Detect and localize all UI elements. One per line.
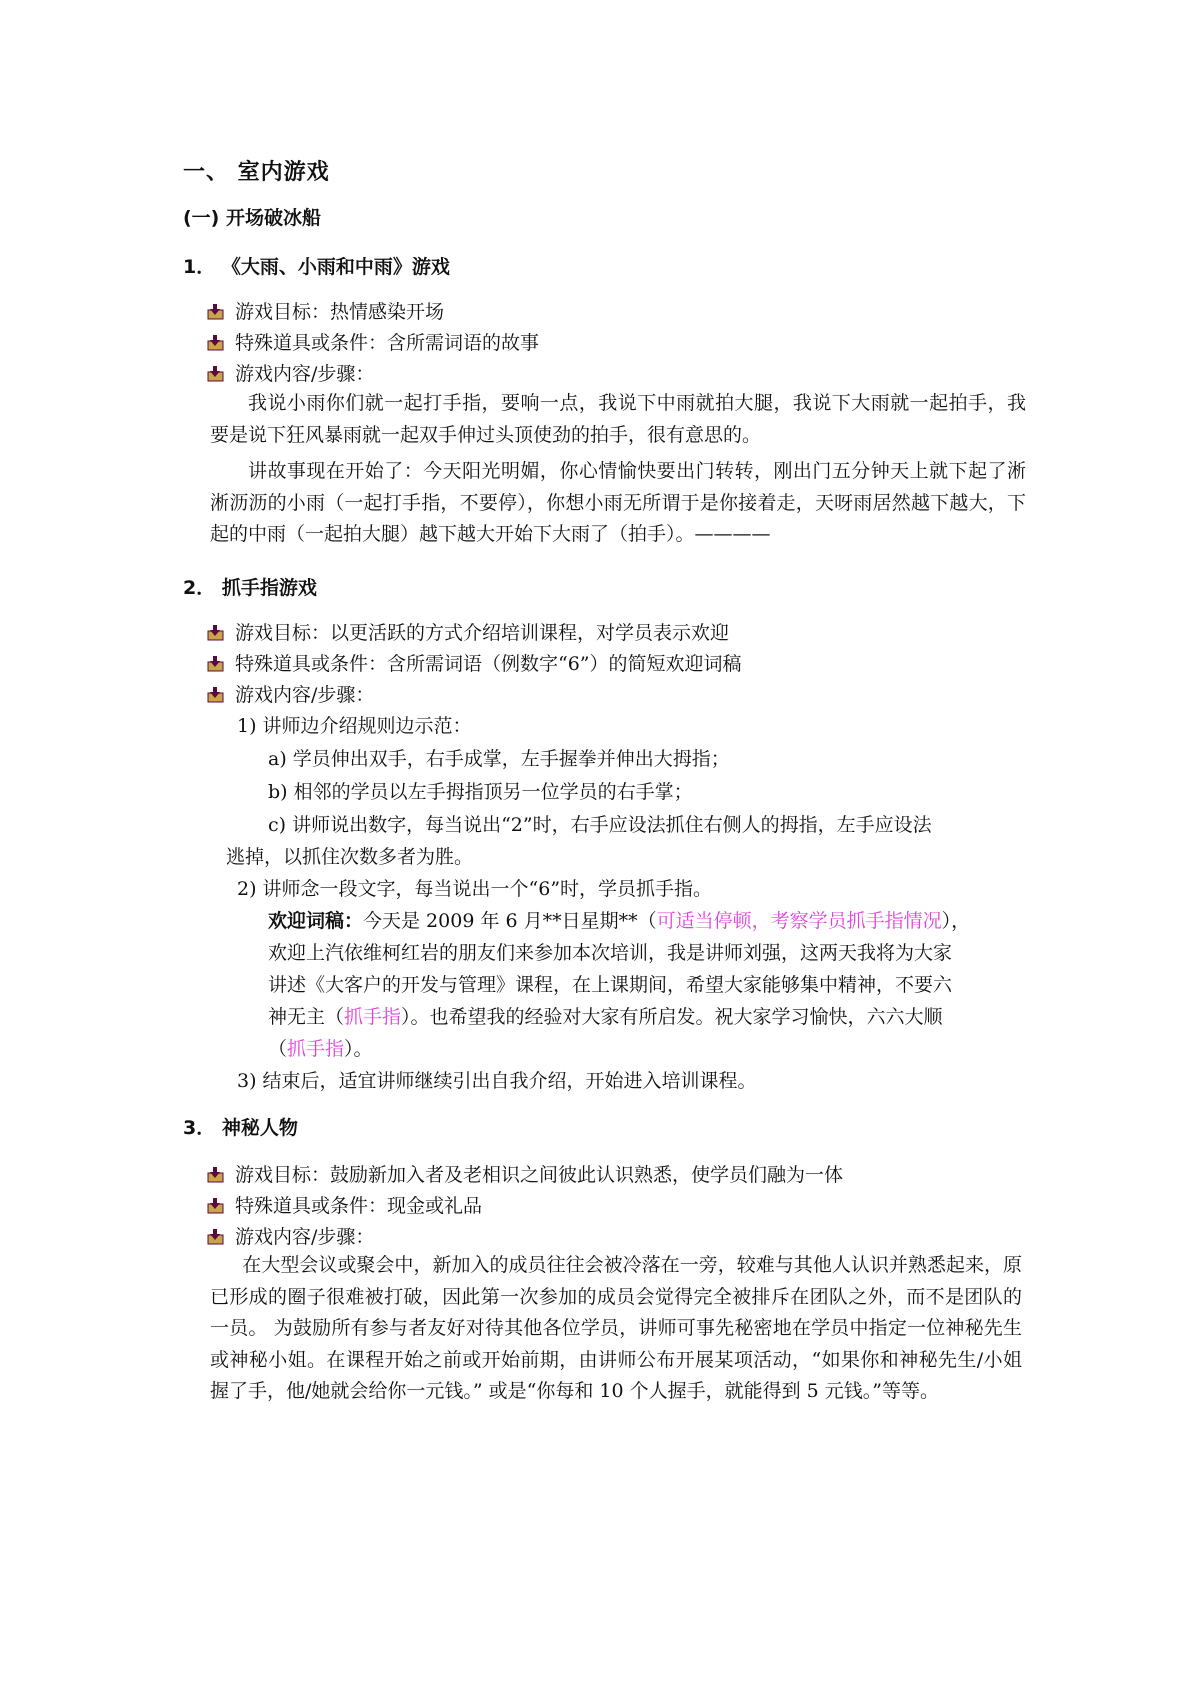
checkbox-arrow-bullet-icon: [207, 624, 225, 642]
game2-bullet-goal: 游戏目标：以更活跃的方式介绍培训课程，对学员表示欢迎: [207, 618, 729, 645]
checkbox-arrow-bullet-icon: [207, 303, 225, 321]
game3-paragraph: 在大型会议或聚会中，新加入的成员往往会被冷落在一旁，较难与其他人认识并熟悉起来，原已形成的圈子很难被打破，因此第一次参加的成员会觉得完全被排斥在团队之外，而不是团队的一员。 为鼓励所有参与者友好对待其他各位学员，讲师可事先秘密地在学员中指定一位神秘先生或神秘小姐。在课程开始之前或开始前期，由讲师公布开展某项活动，“如果你和神秘先生/小姐握了手，他/她就会给你一元钱。” 或是“你每和 10 个人握手，就能得到 5 元钱。”等等。: [210, 1254, 1022, 1402]
section-title: 一、 室内游戏: [183, 160, 330, 185]
game3-bullet-goal: 游戏目标：鼓励新加入者及老相识之间彼此认识熟悉，使学员们融为一体: [207, 1160, 843, 1187]
game2-step1a: a) 学员伸出双手，右手成掌，左手握拳并伸出大拇指；: [268, 748, 730, 770]
checkbox-arrow-bullet-icon: [207, 655, 225, 673]
game2-step1b: b) 相邻的学员以左手拇指顶另一位学员的右手掌；: [268, 781, 693, 803]
welcome-line-3: 讲述《大客户的开发与管理》课程，在上课期间，希望大家能够集中精神，不要六: [268, 974, 953, 996]
game3-bullet-props: 特殊道具或条件：现金或礼品: [207, 1191, 482, 1218]
welcome-cue: 抓手指: [344, 1006, 402, 1028]
game1-title: 1． 《大雨、小雨和中雨》游戏: [183, 256, 450, 278]
checkbox-arrow-bullet-icon: [207, 1166, 225, 1184]
checkbox-arrow-bullet-icon: [207, 1228, 225, 1246]
subsection-title: (一) 开场破冰船: [183, 207, 321, 229]
game1-bullet-props: 特殊道具或条件：含所需词语的故事: [207, 328, 539, 355]
welcome-cue: 可适当停顿，考察学员抓手指情况: [656, 910, 942, 932]
game1-bullet-steps: 游戏内容/步骤：: [207, 359, 374, 386]
checkbox-arrow-bullet-icon: [207, 365, 225, 383]
game2-bullet-props: 特殊道具或条件：含所需词语（例数字“6”）的简短欢迎词稿: [207, 649, 742, 676]
game3-bullet-steps: 游戏内容/步骤：: [207, 1222, 374, 1249]
game1-bullet-goal: 游戏目标：热情感染开场: [207, 297, 444, 324]
welcome-line-4: 神无主（抓手指）。也希望我的经验对大家有所启发。祝大家学习愉快，六六大顺: [268, 1006, 943, 1028]
checkbox-arrow-bullet-icon: [207, 686, 225, 704]
game2-step1: 1) 讲师边介绍规则边示范：: [237, 715, 472, 737]
welcome-line-5: （抓手指）。: [268, 1038, 373, 1060]
game2-step1c-line2: 逃掉，以抓住次数多者为胜。: [226, 846, 474, 868]
game2-step3: 3) 结束后，适宜讲师继续引出自我介绍，开始进入培训课程。: [237, 1070, 757, 1092]
welcome-cue: 抓手指: [287, 1038, 345, 1060]
game2-step2: 2) 讲师念一段文字，每当说出一个“6”时，学员抓手指。: [237, 878, 713, 900]
game3-title: 3． 神秘人物: [183, 1117, 298, 1139]
game2-bullet-steps: 游戏内容/步骤：: [207, 680, 374, 707]
game1-paragraph-story: 讲故事现在开始了：今天阳光明媚，你心情愉快要出门转转，刚出门五分钟天上就下起了淅淅沥沥的小雨（一起打手指，不要停），你想小雨无所谓于是你接着走，天呀雨居然越下越大，下起的中雨（一起拍大腿）越下越大开始下大雨了（拍手）。————: [210, 460, 1026, 545]
game2-step1c-line1: c) 讲师说出数字，每当说出“2”时，右手应设法抓住右侧人的拇指，左手应设法: [268, 814, 932, 836]
checkbox-arrow-bullet-icon: [207, 1197, 225, 1215]
welcome-line-2: 欢迎上汽依维柯红岩的朋友们来参加本次培训，我是讲师刘强，这两天我将为大家: [268, 942, 953, 964]
game2-title: 2． 抓手指游戏: [183, 577, 317, 599]
game1-paragraph-rules: 我说小雨你们就一起打手指，要响一点，我说下中雨就拍大腿，我说下大雨就一起拍手，我要是说下狂风暴雨就一起双手伸过头顶使劲的拍手，很有意思的。: [210, 392, 1026, 446]
welcome-label: 欢迎词稿：: [268, 910, 364, 932]
welcome-line-1: 欢迎词稿：今天是 2009 年 6 月**日星期**（可适当停顿，考察学员抓手指情况），: [268, 910, 971, 932]
checkbox-arrow-bullet-icon: [207, 334, 225, 352]
